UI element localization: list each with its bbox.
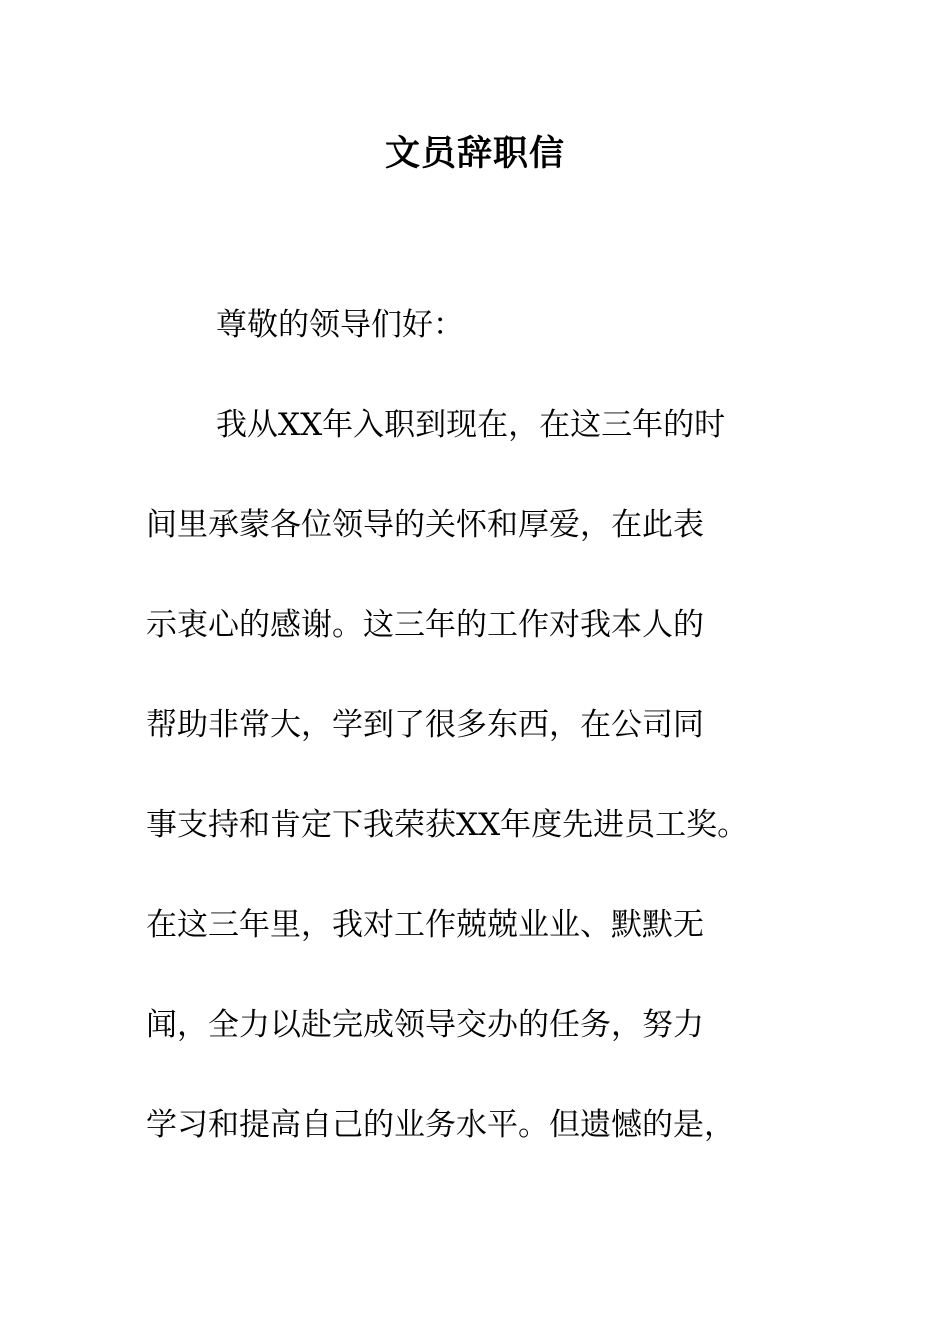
body-line-2: 间里承蒙各位领导的关怀和厚爱，在此表 [146, 507, 704, 543]
document-title: 文员辞职信 [384, 134, 565, 174]
body-line-1: 我从XX年入职到现在，在这三年的时 [216, 407, 726, 443]
body-line-4: 帮助非常大，学到了很多东西，在公司同 [146, 707, 704, 743]
body-line-7: 闻，全力以赴完成领导交办的任务，努力 [146, 1007, 704, 1043]
body-line-6: 在这三年里，我对工作兢兢业业、默默无 [146, 907, 704, 943]
salutation-line: 尊敬的领导们好： [216, 307, 464, 343]
body-line-5: 事支持和肯定下我荣获XX年度先进员工奖。 [146, 807, 749, 843]
body-line-8: 学习和提高自己的业务水平。但遗憾的是， [146, 1107, 735, 1143]
body-line-3: 示衷心的感谢。这三年的工作对我本人的 [146, 607, 704, 643]
